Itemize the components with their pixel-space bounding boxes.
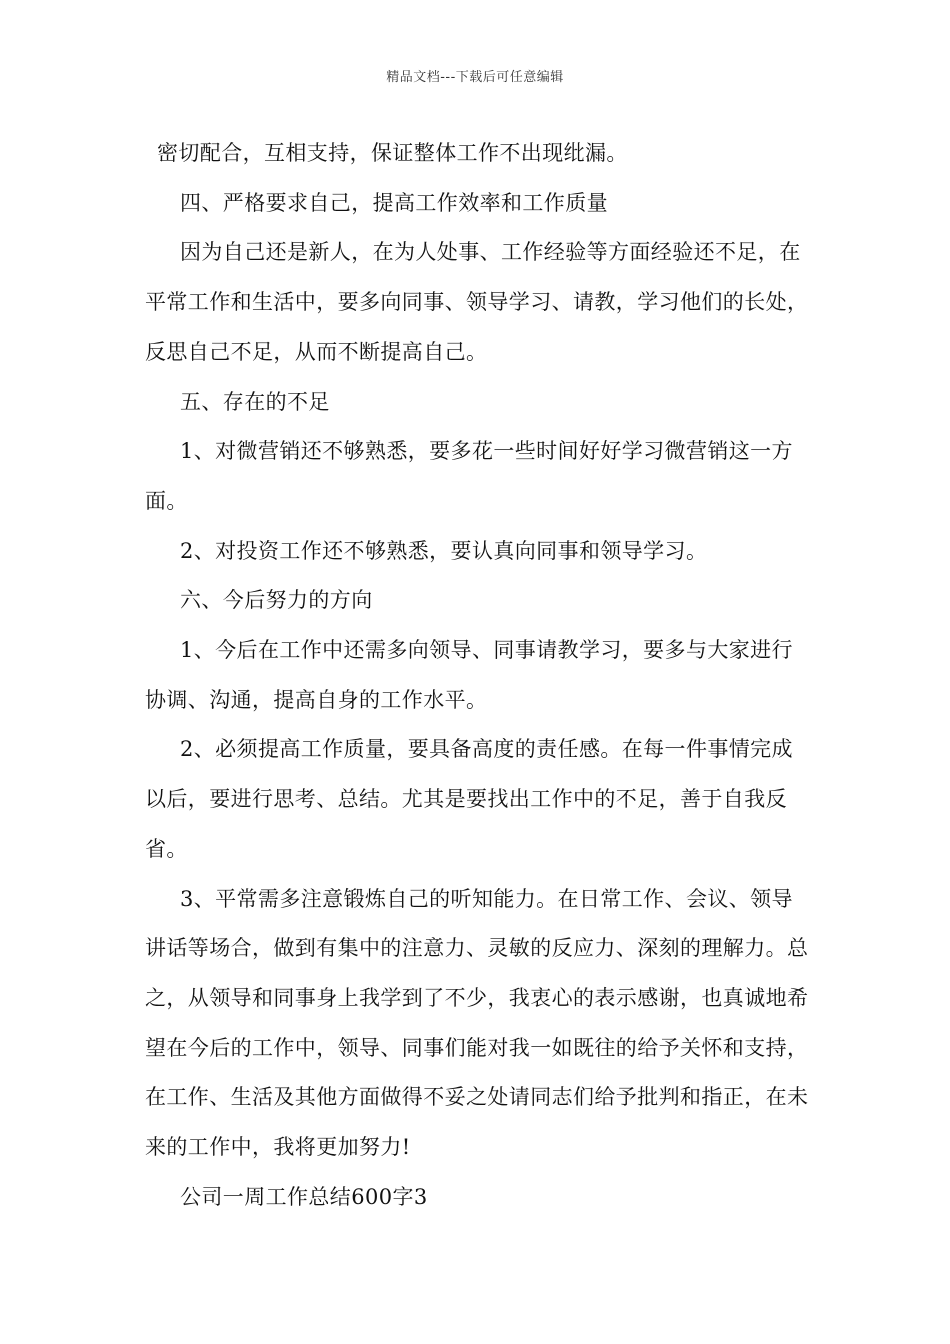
page-header: 精品文档---下载后可任意编辑 (386, 70, 564, 85)
document-body (145, 129, 809, 1222)
list-item: 2、必须提高工作质量，要具备高度的责任感。在每一件事情完成以后，要进行思考、总结。尤其是要找出工作中的不足，善于自我反省。 (145, 737, 793, 861)
section-heading-5: 五、存在的不足 (180, 389, 330, 414)
paragraph-continuation: 密切配合，互相支持，保证整体工作不出现纰漏。 (157, 141, 628, 165)
section-heading-4: 四、严格要求自己，提高工作效率和工作质量 (180, 190, 608, 215)
list-item: 3、平常需多注意锻炼自己的听知能力。在日常工作、会议、领导讲话等场合，做到有集中的注意力、灵敏的反应力、深刻的理解力。总之，从领导和同事身上我学到了不少，我衷心的表示感谢，也真诚地希望在今后的工作中，领导、同事们能对我一如既往的给予关怀和支持，在工作、生活及其他方面做得不妥之处请同志们给予批判和指正，在未来的工作中，我将更加努力! (145, 886, 809, 1160)
list-item: 2、对投资工作还不够熟悉，要认真向同事和领导学习。 (180, 538, 708, 563)
list-item: 1、对微营销还不够熟悉，要多花一些时间好好学习微营销这一方面。 (145, 439, 793, 513)
document-subtitle: 公司一周工作总结600字3 (180, 1184, 428, 1209)
section-heading-6: 六、今后努力的方向 (180, 588, 373, 613)
paragraph: 因为自己还是新人，在为人处事、工作经验等方面经验还不足，在平常工作和生活中，要多向同事、领导学习、请教，学习他们的长处，反思自己不足，从而不断提高自己。 (145, 240, 809, 364)
list-item: 1、今后在工作中还需多向领导、同事请教学习，要多与大家进行协调、沟通，提高自身的工作水平。 (145, 638, 793, 712)
